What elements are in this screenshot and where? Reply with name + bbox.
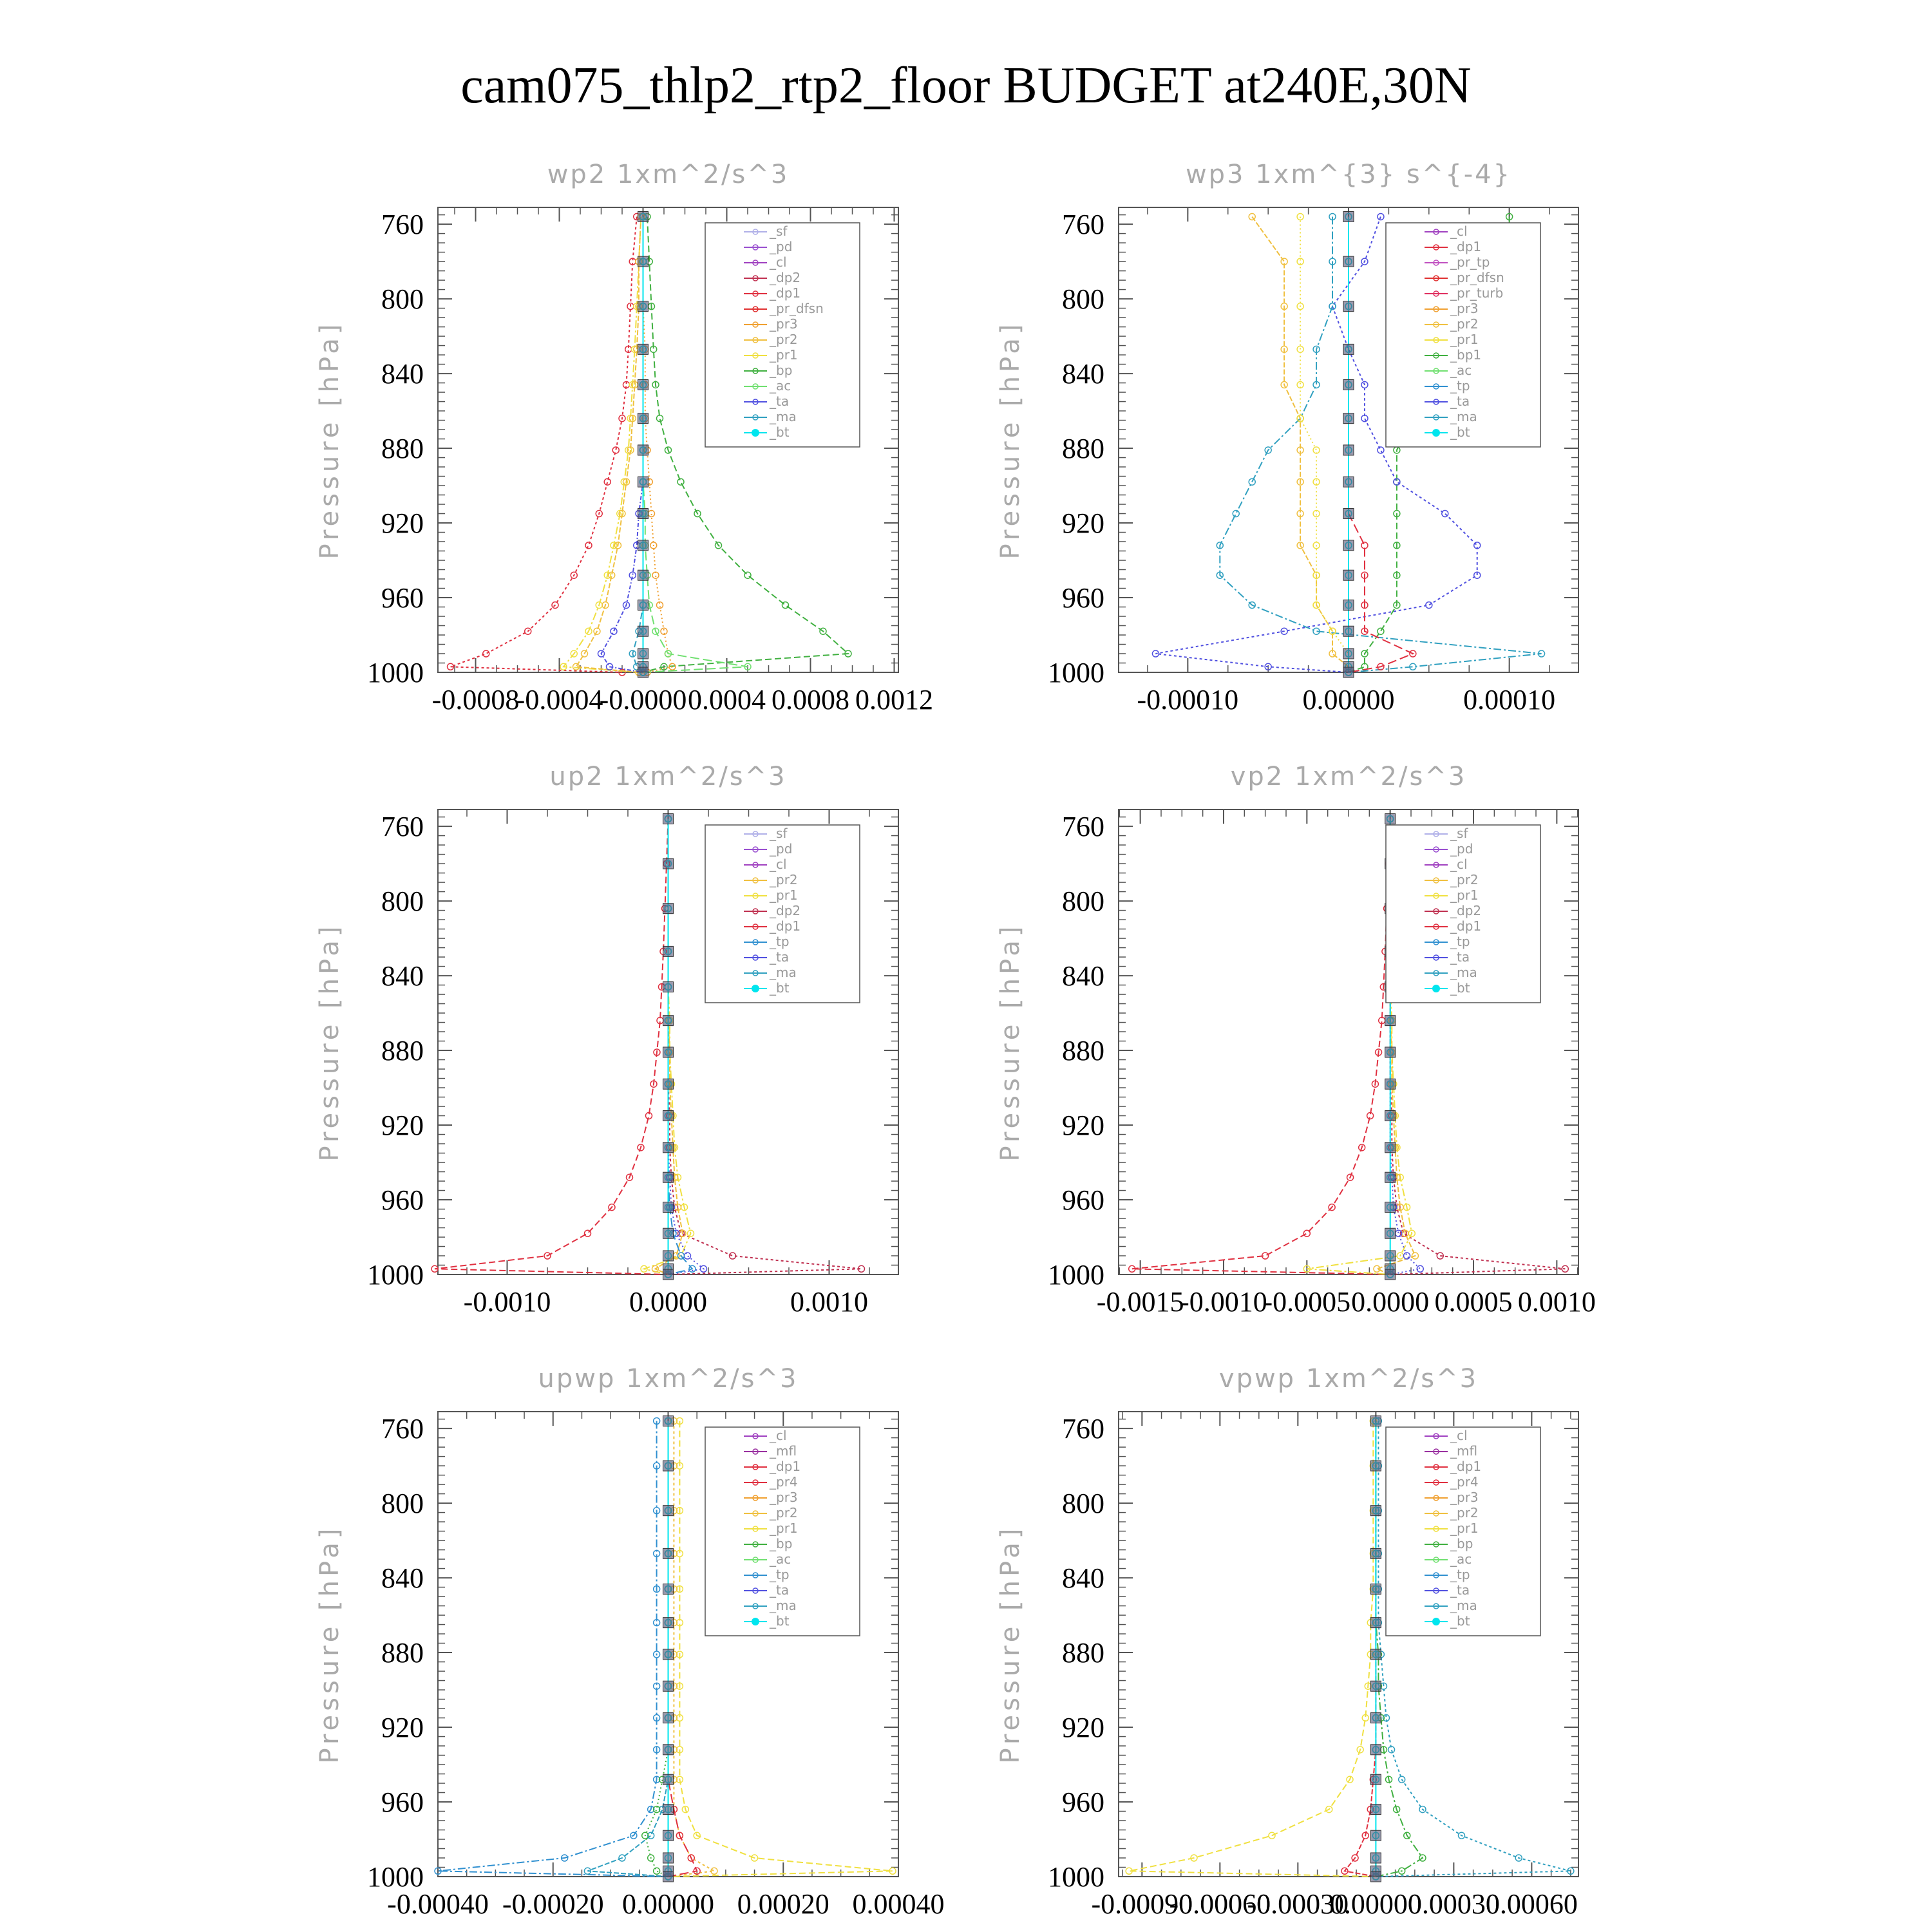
y-tick-label: 880: [381, 1637, 424, 1669]
series-line: [1132, 819, 1390, 1275]
x-tick-label: 0.00030: [1407, 1888, 1500, 1920]
zero-cluster-marker: [638, 379, 649, 390]
zero-cluster-marker: [663, 904, 674, 914]
zero-cluster-marker: [1385, 1269, 1396, 1280]
zero-cluster-marker: [1370, 1649, 1381, 1660]
y-axis-label: Pressure [hPa]: [996, 922, 1025, 1162]
y-tick-label: 880: [1062, 433, 1104, 465]
x-tick-label: -0.00060: [1169, 1888, 1271, 1920]
zero-cluster-marker: [638, 301, 649, 312]
legend-label: _pr2: [770, 1505, 798, 1520]
x-tick-label: -0.0015: [1096, 1286, 1184, 1318]
y-tick-label: 840: [1062, 1562, 1104, 1595]
series-point: [654, 1868, 660, 1874]
zero-cluster-marker: [1343, 667, 1354, 677]
zero-cluster-marker: [663, 1774, 674, 1785]
panel-title: vp2 1xm^2/s^3: [1230, 762, 1467, 791]
series-point: [611, 628, 617, 634]
zero-cluster-marker: [1343, 509, 1354, 519]
legend-label: _ma: [770, 965, 797, 980]
legend-marker: [1432, 1618, 1440, 1625]
x-tick-label: -0.0010: [1180, 1286, 1267, 1318]
legend-label: _pr3: [1450, 1490, 1479, 1505]
legend-label: _ac: [770, 1551, 791, 1567]
series-line: [1129, 1421, 1376, 1877]
zero-cluster-marker: [663, 1681, 674, 1691]
y-tick-label: 1000: [1048, 657, 1104, 688]
legend-label: _bt: [1450, 980, 1470, 996]
zero-cluster-marker: [663, 1548, 674, 1558]
zero-cluster-marker: [1370, 1830, 1381, 1841]
x-tick-label: -0.00010: [1137, 684, 1239, 715]
zero-cluster-marker: [663, 1506, 674, 1516]
zero-cluster-marker: [663, 1649, 674, 1660]
series-point: [483, 650, 489, 657]
legend-label: _dp2: [1450, 903, 1482, 918]
y-tick-label: 920: [381, 1712, 424, 1744]
series-line: [1252, 217, 1349, 673]
zero-cluster-marker: [1343, 477, 1354, 487]
zero-cluster-marker: [663, 1251, 674, 1261]
legend-marker: [752, 429, 759, 437]
panel-wp2: [315, 160, 933, 715]
zero-cluster-marker: [663, 813, 674, 824]
legend-label: _dp1: [1450, 1459, 1482, 1474]
series-point: [1233, 511, 1239, 517]
series-point: [1361, 415, 1368, 422]
series-point: [782, 602, 789, 609]
y-tick-label: 960: [1062, 1184, 1104, 1217]
y-tick-label: 880: [381, 1035, 424, 1067]
legend-label: _pr3: [1450, 301, 1479, 316]
y-tick-label: 760: [381, 1413, 424, 1445]
y-tick-label: 800: [1062, 1488, 1104, 1520]
legend-label: _cl: [1450, 1428, 1468, 1443]
zero-cluster-marker: [1343, 445, 1354, 455]
x-tick-label: 0.0010: [1517, 1286, 1596, 1318]
zero-cluster-marker: [1343, 649, 1354, 659]
panel-vp2: [996, 762, 1596, 1318]
legend-label: _ma: [1450, 965, 1477, 980]
legend-label: _cl: [1450, 857, 1468, 872]
zero-cluster-marker: [1385, 1172, 1396, 1182]
legend-marker: [752, 985, 759, 992]
legend-label: _pr1: [1450, 887, 1479, 903]
zero-cluster-marker: [638, 570, 649, 580]
legend-label: _ta: [770, 1582, 790, 1598]
zero-cluster-marker: [1385, 1079, 1396, 1089]
x-tick-label: 0.00000: [1302, 684, 1395, 715]
zero-cluster-marker: [1343, 413, 1354, 424]
zero-cluster-marker: [1385, 1111, 1396, 1121]
zero-cluster-marker: [663, 946, 674, 956]
zero-cluster-marker: [1370, 1871, 1381, 1882]
y-tick-label: 880: [1062, 1035, 1104, 1067]
zero-cluster-marker: [1370, 1461, 1381, 1471]
legend-label: _bp: [1450, 1536, 1473, 1551]
zero-cluster-marker: [1370, 1804, 1381, 1815]
y-tick-label: 920: [381, 1110, 424, 1142]
legend-label: _ma: [1450, 1598, 1477, 1613]
series-point: [1378, 447, 1384, 453]
zero-cluster-marker: [1343, 540, 1354, 551]
y-tick-label: 960: [381, 1786, 424, 1819]
y-tick-label: 880: [381, 433, 424, 465]
panel-title: up2 1xm^2/s^3: [549, 762, 787, 791]
y-tick-label: 880: [1062, 1637, 1104, 1669]
zero-cluster-marker: [663, 1111, 674, 1121]
zero-cluster-marker: [638, 667, 649, 677]
zero-cluster-marker: [638, 649, 649, 659]
y-tick-label: 800: [1062, 283, 1104, 316]
legend-label: _bt: [770, 1613, 790, 1629]
zero-cluster-marker: [1385, 1016, 1396, 1026]
zero-cluster-marker: [663, 1079, 674, 1089]
legend-label: _ac: [1450, 1551, 1472, 1567]
x-tick-label: 0.0000: [629, 1286, 707, 1318]
y-tick-label: 1000: [367, 1259, 424, 1291]
zero-cluster-marker: [663, 1804, 674, 1815]
x-tick-label: 0.00000: [622, 1888, 714, 1920]
legend-label: _pr_dfsn: [1450, 270, 1504, 285]
x-tick-label: 0.0012: [855, 684, 933, 715]
zero-cluster-marker: [1370, 1681, 1381, 1691]
x-tick-label: -0.00020: [502, 1888, 604, 1920]
x-tick-label: 0.00060: [1485, 1888, 1578, 1920]
zero-cluster-marker: [1343, 256, 1354, 267]
x-tick-label: -0.00030: [1247, 1888, 1349, 1920]
series-point: [744, 572, 751, 578]
y-tick-label: 800: [1062, 886, 1104, 918]
zero-cluster-marker: [663, 1584, 674, 1594]
y-tick-label: 1000: [1048, 1259, 1104, 1291]
zero-cluster-marker: [1343, 600, 1354, 611]
series-point: [685, 1253, 691, 1259]
zero-cluster-marker: [638, 626, 649, 636]
legend-label: _ta: [770, 393, 790, 409]
legend-label: _pr_dfsn: [770, 301, 824, 316]
zero-cluster-marker: [1385, 1142, 1396, 1153]
series-point: [585, 1230, 591, 1236]
zero-cluster-marker: [1370, 1416, 1381, 1426]
x-tick-label: 0.0000: [1351, 1286, 1430, 1318]
x-tick-label: 0.00020: [737, 1888, 829, 1920]
legend-label: _pr1: [770, 887, 798, 903]
zero-cluster-marker: [663, 1853, 674, 1863]
y-axis-label: Pressure [hPa]: [996, 320, 1025, 560]
series-point: [1297, 213, 1303, 220]
panel-wp3: [996, 160, 1578, 715]
x-tick-label: -0.0004: [515, 684, 603, 715]
legend-label: _ac: [1450, 363, 1472, 378]
legend-label: _dp1: [770, 1459, 801, 1474]
legend-label: _pd: [770, 841, 793, 857]
panel-title: upwp 1xm^2/s^3: [538, 1364, 799, 1394]
series-point: [1442, 511, 1448, 517]
y-tick-label: 1000: [1048, 1861, 1104, 1893]
y-tick-label: 920: [1062, 507, 1104, 540]
zero-cluster-marker: [1385, 1251, 1396, 1261]
panel-title: wp3 1xm^{3} s^{-4}: [1185, 160, 1512, 189]
legend-label: _ta: [1450, 1582, 1470, 1598]
legend-label: _bp: [770, 1536, 793, 1551]
legend-label: _ma: [770, 1598, 797, 1613]
legend-label: _pr2: [1450, 872, 1479, 887]
legend-label: _pr_tp: [1450, 254, 1490, 270]
y-axis-label: Pressure [hPa]: [315, 922, 345, 1162]
y-tick-label: 760: [381, 209, 424, 241]
zero-cluster-marker: [1385, 1202, 1396, 1213]
y-tick-label: 840: [381, 358, 424, 390]
y-tick-label: 760: [1062, 811, 1104, 843]
y-tick-label: 960: [1062, 582, 1104, 614]
legend-label: _pr1: [770, 1520, 798, 1536]
legend-label: _ma: [770, 409, 797, 424]
legend-label: _pr2: [1450, 316, 1479, 332]
legend-label: _bt: [1450, 1613, 1470, 1629]
y-tick-label: 800: [381, 886, 424, 918]
zero-cluster-marker: [1370, 1853, 1381, 1863]
y-tick-label: 760: [381, 811, 424, 843]
legend-label: _pr3: [770, 1490, 798, 1505]
legend-label: _ta: [1450, 949, 1470, 965]
series-point: [1426, 602, 1432, 609]
legend-label: _bt: [770, 980, 790, 996]
legend-label: _tp: [770, 1567, 790, 1582]
y-axis-label: Pressure [hPa]: [315, 320, 345, 560]
legend-label: _cl: [770, 1428, 787, 1443]
zero-cluster-marker: [638, 413, 649, 424]
panel-title: wp2 1xm^2/s^3: [547, 160, 790, 189]
zero-cluster-marker: [663, 1745, 674, 1755]
zero-cluster-marker: [1370, 1584, 1381, 1594]
series-point: [1378, 213, 1384, 220]
panel-title: vpwp 1xm^2/s^3: [1218, 1364, 1479, 1394]
zero-cluster-marker: [1343, 344, 1354, 354]
zero-cluster-marker: [638, 256, 649, 267]
series-point: [1313, 447, 1320, 453]
x-tick-label: 0.00010: [1463, 684, 1556, 715]
panel-vpwp: [996, 1364, 1578, 1920]
y-tick-label: 960: [381, 1184, 424, 1217]
series-line: [601, 217, 643, 673]
y-axis-label: Pressure [hPa]: [996, 1524, 1025, 1764]
zero-cluster-marker: [1385, 1047, 1396, 1057]
x-tick-label: 0.0004: [688, 684, 766, 715]
legend-label: _dp2: [770, 270, 801, 285]
zero-cluster-marker: [663, 1202, 674, 1213]
series-point: [585, 542, 592, 549]
legend-label: _pr1: [1450, 332, 1479, 347]
zero-cluster-marker: [1370, 1774, 1381, 1785]
y-tick-label: 1000: [367, 1861, 424, 1893]
legend-label: _bp: [770, 363, 793, 378]
legend-label: _pd: [1450, 841, 1473, 857]
zero-cluster-marker: [1343, 379, 1354, 390]
x-tick-label: 0.0010: [790, 1286, 868, 1318]
panel-upwp: [315, 1364, 945, 1920]
zero-cluster-marker: [1385, 1228, 1396, 1238]
zero-cluster-marker: [663, 1047, 674, 1057]
legend-label: _mfl: [1450, 1443, 1478, 1459]
legend-label: _pr_turb: [1450, 285, 1504, 301]
x-tick-label: 0.00000: [1329, 1888, 1422, 1920]
legend-label: _dp2: [770, 903, 801, 918]
legend-label: _sf: [770, 826, 788, 841]
legend-label: _dp1: [770, 918, 801, 934]
series-line: [438, 1421, 668, 1877]
zero-cluster-marker: [1343, 211, 1354, 222]
zero-cluster-marker: [1370, 1713, 1381, 1723]
series-point: [1303, 1230, 1310, 1236]
zero-cluster-marker: [663, 1830, 674, 1841]
figure-title: cam075_thlp2_rtp2_floor BUDGET at240E,30N: [460, 57, 1472, 114]
legend-marker: [752, 1618, 759, 1625]
zero-cluster-marker: [663, 1713, 674, 1723]
zero-cluster-marker: [638, 445, 649, 455]
zero-cluster-marker: [638, 509, 649, 519]
zero-cluster-marker: [1370, 1506, 1381, 1516]
zero-cluster-marker: [638, 540, 649, 551]
legend-marker: [1432, 985, 1440, 992]
legend-label: _sf: [1450, 826, 1468, 841]
zero-cluster-marker: [663, 1172, 674, 1182]
legend-label: _ac: [770, 378, 791, 393]
legend-label: _cl: [770, 857, 787, 872]
y-tick-label: 800: [381, 1488, 424, 1520]
legend-label: _dp1: [1450, 239, 1482, 254]
y-axis-label: Pressure [hPa]: [315, 1524, 345, 1764]
y-tick-label: 840: [381, 960, 424, 992]
x-tick-label: -0.0008: [431, 684, 520, 715]
legend-marker: [1432, 429, 1440, 437]
zero-cluster-marker: [663, 858, 674, 869]
series-point: [677, 478, 684, 485]
zero-cluster-marker: [638, 344, 649, 354]
zero-cluster-marker: [663, 1269, 674, 1280]
legend-label: _tp: [770, 934, 790, 949]
legend-label: _bp1: [1450, 347, 1482, 363]
y-tick-label: 960: [1062, 1786, 1104, 1819]
legend-label: _pr4: [770, 1474, 798, 1490]
y-tick-label: 960: [381, 582, 424, 614]
zero-cluster-marker: [663, 1461, 674, 1471]
legend-label: _dp1: [1450, 918, 1482, 934]
legend-label: _pr3: [770, 316, 798, 332]
zero-cluster-marker: [663, 1416, 674, 1426]
series-point: [1374, 1265, 1380, 1272]
y-tick-label: 840: [1062, 358, 1104, 390]
y-tick-label: 920: [1062, 1712, 1104, 1744]
x-tick-label: -0.00090: [1091, 1888, 1193, 1920]
legend-label: _ma: [1450, 409, 1477, 424]
zero-cluster-marker: [1370, 1745, 1381, 1755]
y-tick-label: 800: [381, 283, 424, 316]
x-tick-label: 0.00040: [852, 1888, 945, 1920]
y-tick-label: 920: [1062, 1110, 1104, 1142]
zero-cluster-marker: [1385, 813, 1396, 824]
zero-cluster-marker: [663, 981, 674, 992]
series-point: [1388, 1747, 1395, 1753]
x-tick-label: -0.0010: [463, 1286, 551, 1318]
y-tick-label: 840: [381, 1562, 424, 1595]
zero-cluster-marker: [663, 1228, 674, 1238]
legend-label: _sf: [770, 223, 788, 239]
zero-cluster-marker: [1343, 301, 1354, 312]
legend-label: _pd: [770, 239, 793, 254]
zero-cluster-marker: [663, 1871, 674, 1882]
legend-label: _ta: [770, 949, 790, 965]
legend-label: _tp: [1450, 378, 1470, 393]
x-tick-label: -0.0005: [1263, 1286, 1351, 1318]
legend-label: _pr1: [1450, 1520, 1479, 1536]
zero-cluster-marker: [1343, 626, 1354, 636]
panel-up2: [315, 762, 898, 1318]
legend-label: _bt: [1450, 424, 1470, 440]
x-tick-label: 0.0005: [1434, 1286, 1513, 1318]
y-tick-label: 760: [1062, 209, 1104, 241]
y-tick-label: 760: [1062, 1413, 1104, 1445]
y-tick-label: 840: [1062, 960, 1104, 992]
zero-cluster-marker: [663, 1618, 674, 1628]
legend-label: _bt: [770, 424, 790, 440]
zero-cluster-marker: [638, 600, 649, 611]
zero-cluster-marker: [638, 477, 649, 487]
series-line: [435, 819, 668, 1275]
series-line: [1300, 217, 1349, 673]
legend-label: _tp: [1450, 934, 1470, 949]
y-tick-label: 920: [381, 507, 424, 540]
zero-cluster-marker: [663, 1016, 674, 1026]
y-tick-label: 1000: [367, 657, 424, 688]
zero-cluster-marker: [1370, 1618, 1381, 1628]
series-point: [1378, 628, 1384, 634]
legend-label: _pr2: [770, 872, 798, 887]
legend-label: _cl: [1450, 223, 1468, 239]
x-tick-label: -0.00040: [387, 1888, 489, 1920]
legend-label: _cl: [770, 254, 787, 270]
x-tick-label: 0.0008: [772, 684, 849, 715]
legend-label: _mfl: [770, 1443, 797, 1459]
series-point: [1361, 542, 1368, 549]
legend-label: _pr2: [1450, 1505, 1479, 1520]
x-tick-label: -0.0000: [599, 684, 687, 715]
legend-label: _pr2: [770, 332, 798, 347]
zero-cluster-marker: [1370, 1548, 1381, 1558]
legend-label: _tp: [1450, 1567, 1470, 1582]
legend-label: _dp1: [770, 285, 801, 301]
legend-label: _pr1: [770, 347, 798, 363]
zero-cluster-marker: [638, 211, 649, 222]
zero-cluster-marker: [663, 1142, 674, 1153]
zero-cluster-marker: [1343, 570, 1354, 580]
legend-label: _pr4: [1450, 1474, 1479, 1490]
legend-label: _ta: [1450, 393, 1470, 409]
